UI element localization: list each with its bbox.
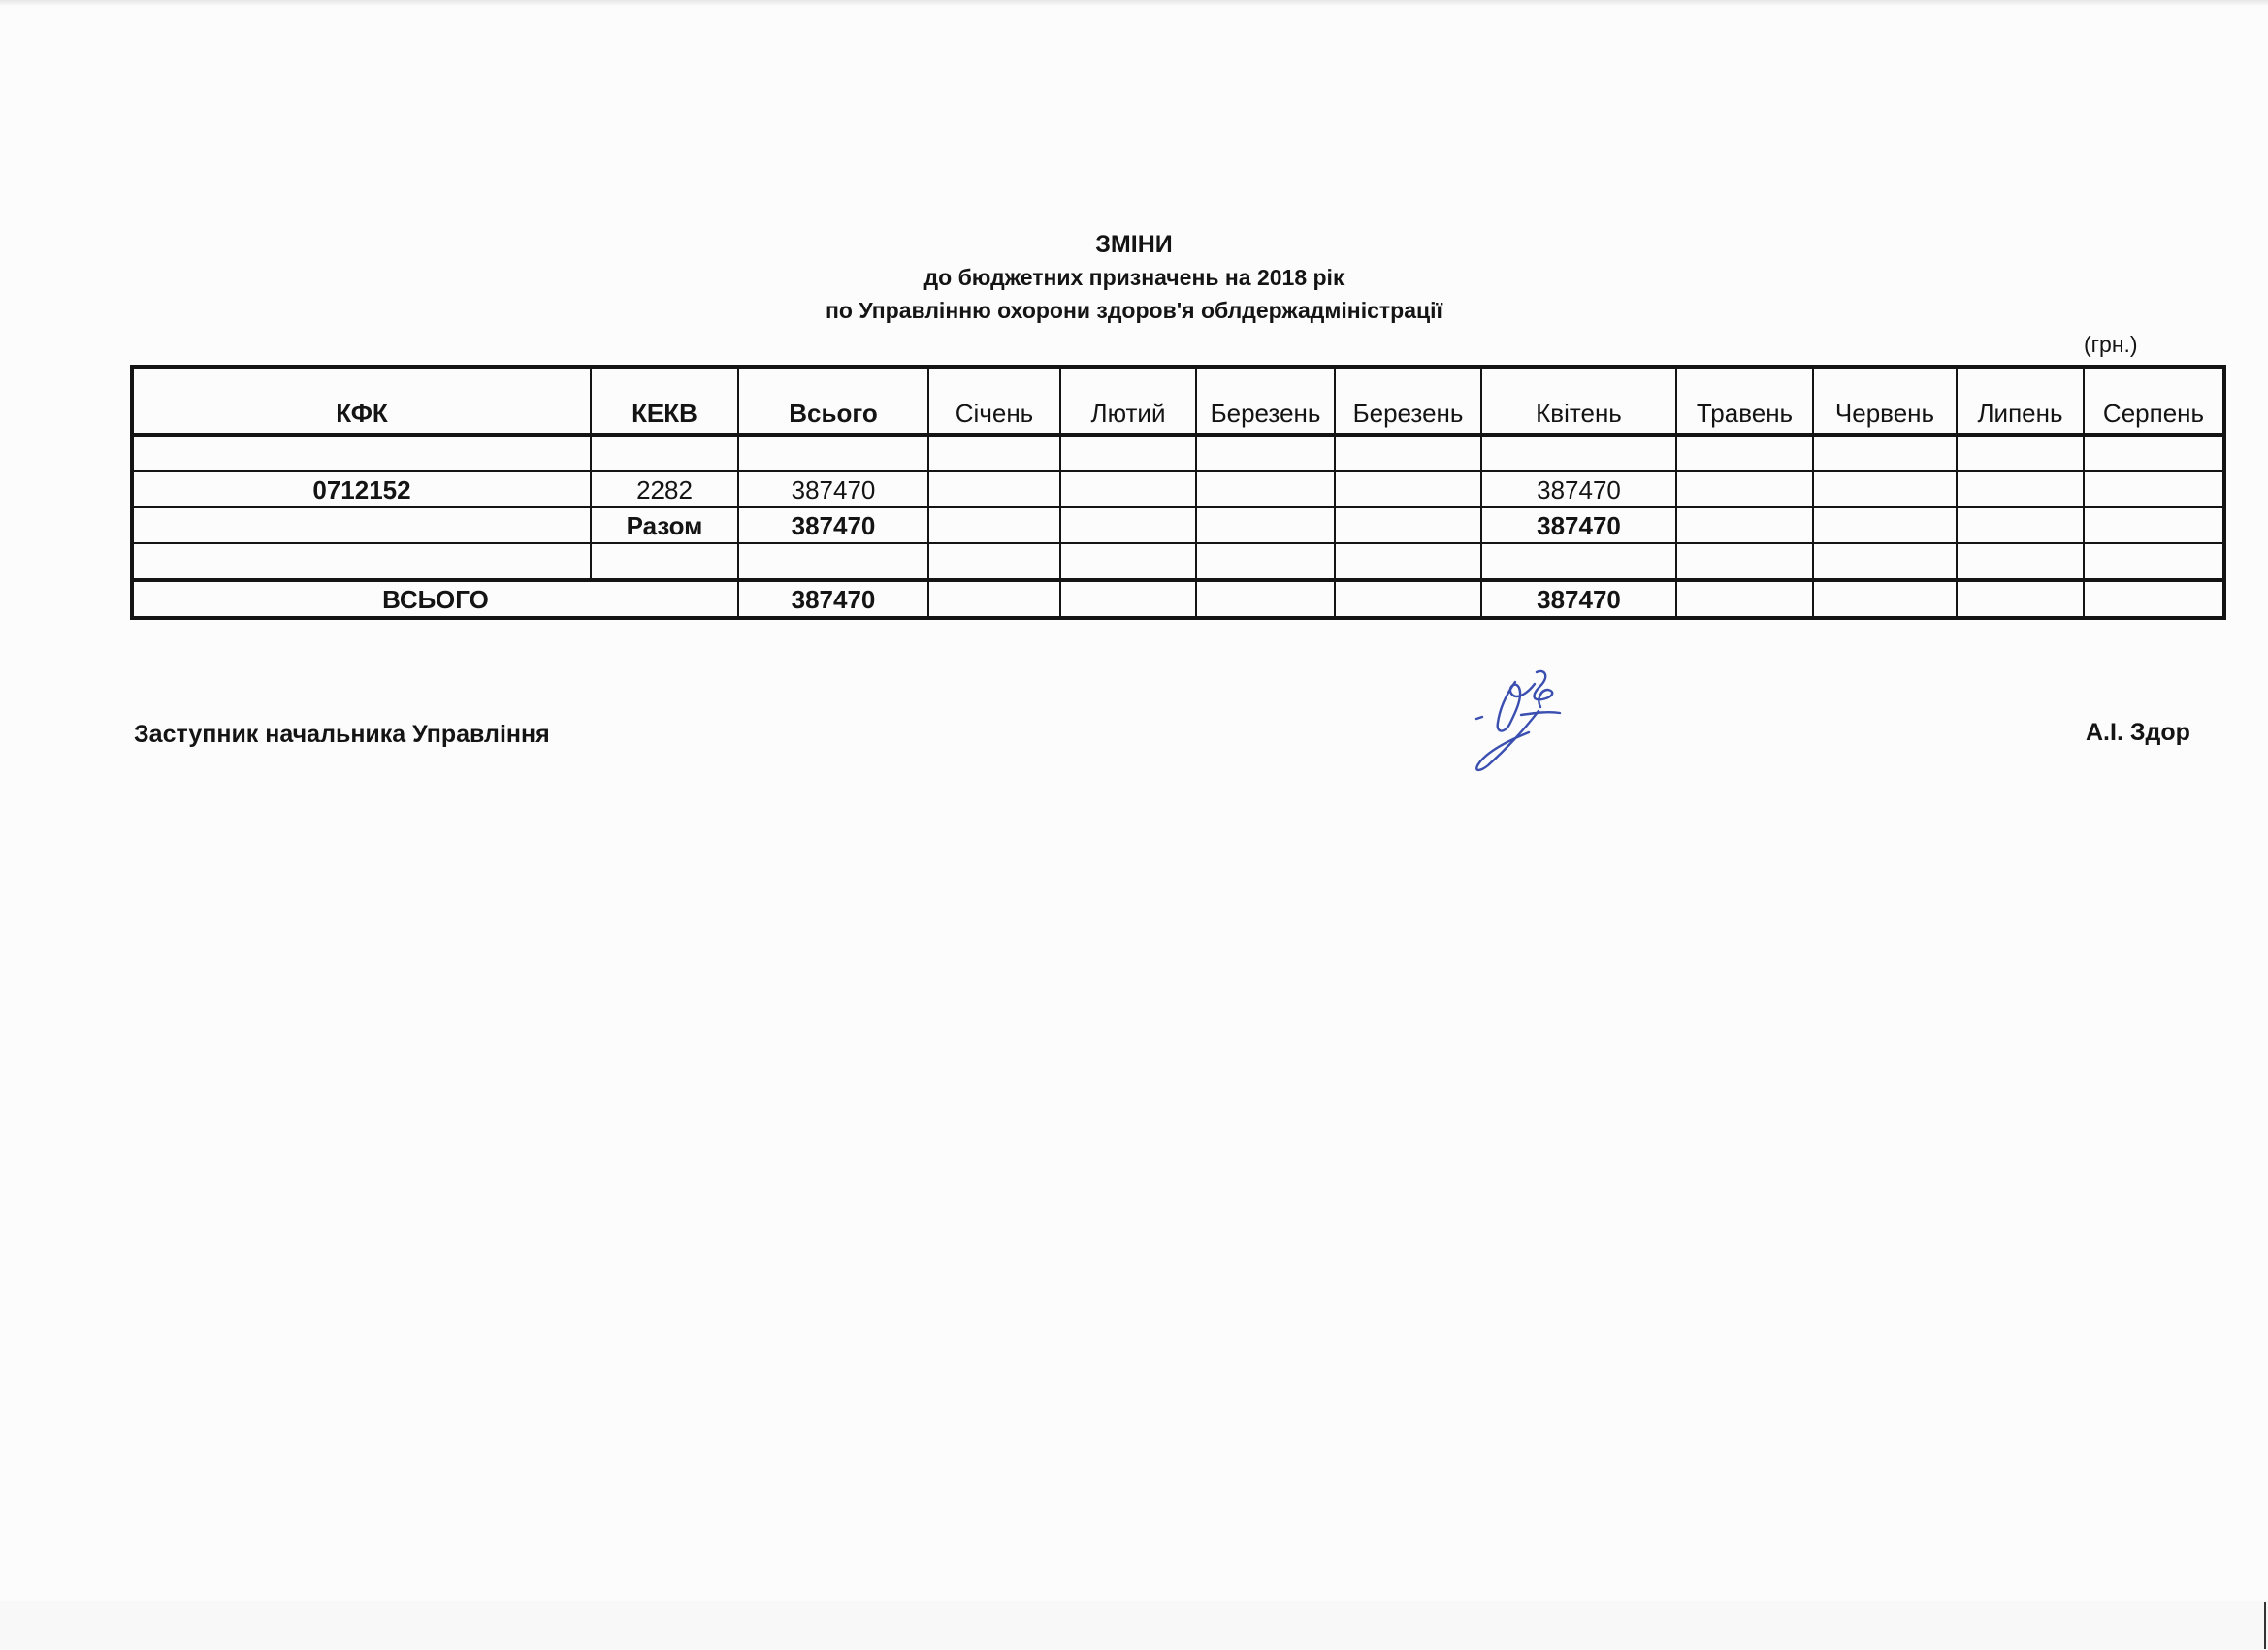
table-row-empty-bottom <box>132 543 2224 580</box>
header-month-june: Червень <box>1813 367 1957 435</box>
document-subtitle-department: по Управлінню охорони здоров'я облдержадміністрації <box>825 298 1442 323</box>
currency-unit-label: (грн.) <box>2084 332 2138 357</box>
header-month-march-duplicate: Березень <box>1335 367 1481 435</box>
table-header-row <box>132 367 2224 435</box>
cell-month-april: 387470 <box>1481 471 1676 507</box>
header-month-april: Квітень <box>1481 367 1676 435</box>
cell-total: 387470 <box>738 471 928 507</box>
cell-month <box>928 435 1060 471</box>
header-month-august: Серпень <box>2084 367 2224 435</box>
cell-month <box>1813 580 1957 618</box>
cell-subtotal-label: Разом <box>591 507 738 543</box>
cell-subtotal-april: 387470 <box>1481 507 1676 543</box>
cell-kfk <box>132 435 591 471</box>
cell-month <box>1335 507 1481 543</box>
scan-edge-top <box>0 0 2268 6</box>
cell-month <box>1196 543 1335 580</box>
cell-month <box>1957 507 2084 543</box>
cell-month <box>2084 580 2224 618</box>
cell-month <box>1481 543 1676 580</box>
cell-month <box>1060 471 1196 507</box>
cell-month <box>1481 435 1676 471</box>
cell-total <box>738 435 928 471</box>
cell-month <box>1196 471 1335 507</box>
cell-month <box>1813 435 1957 471</box>
cell-month <box>1957 543 2084 580</box>
table-row-empty-top <box>132 435 2224 471</box>
cell-month <box>1813 471 1957 507</box>
cell-month <box>1060 507 1196 543</box>
table-row-program <box>132 471 2224 507</box>
cell-month <box>928 543 1060 580</box>
cell-kekv-code: 2282 <box>591 471 738 507</box>
cell-month <box>928 471 1060 507</box>
header-month-march: Березень <box>1196 367 1335 435</box>
header-month-february: Лютий <box>1060 367 1196 435</box>
cell-month <box>1957 435 2084 471</box>
cell-month <box>1060 580 1196 618</box>
table-row-subtotal <box>132 507 2224 543</box>
cell-month <box>1335 435 1481 471</box>
cell-month <box>2084 435 2224 471</box>
cell-kfk <box>132 507 591 543</box>
cell-grand-total-label: ВСЬОГО <box>132 580 738 618</box>
header-kekv: КЕКВ <box>591 367 738 435</box>
header-month-may: Травень <box>1676 367 1813 435</box>
cell-month <box>1335 543 1481 580</box>
cell-subtotal-total: 387470 <box>738 507 928 543</box>
scan-edge-corner <box>2264 1602 2266 1649</box>
header-month-january: Січень <box>928 367 1060 435</box>
cell-kfk-code: 0712152 <box>132 471 591 507</box>
cell-kekv <box>591 543 738 580</box>
cell-kekv <box>591 435 738 471</box>
budget-changes-table <box>130 365 2226 620</box>
cell-month <box>1813 543 1957 580</box>
cell-month <box>2084 471 2224 507</box>
header-total: Всього <box>738 367 928 435</box>
table-row-grand-total <box>132 580 2224 618</box>
handwritten-signature <box>1455 655 1591 781</box>
cell-month <box>928 507 1060 543</box>
signatory-position: Заступник начальника Управління <box>134 721 550 748</box>
cell-month <box>1813 507 1957 543</box>
cell-month <box>928 580 1060 618</box>
cell-total <box>738 543 928 580</box>
cell-month <box>1957 471 2084 507</box>
cell-month <box>1676 507 1813 543</box>
cell-month <box>2084 507 2224 543</box>
header-month-july: Липень <box>1957 367 2084 435</box>
document-title: ЗМІНИ <box>1095 231 1173 258</box>
cell-month <box>1676 435 1813 471</box>
cell-month <box>1060 435 1196 471</box>
scan-edge-bottom <box>0 1601 2268 1650</box>
cell-month <box>1060 543 1196 580</box>
cell-month <box>2084 543 2224 580</box>
document-subtitle-year: до бюджетних призначень на 2018 рік <box>923 265 1345 290</box>
signature-strokes <box>1476 671 1560 770</box>
cell-month <box>1957 580 2084 618</box>
header-kfk: КФК <box>132 367 591 435</box>
cell-month <box>1676 580 1813 618</box>
signatory-name: А.І. Здор <box>2086 719 2190 746</box>
cell-month <box>1196 580 1335 618</box>
cell-month <box>1335 471 1481 507</box>
cell-month <box>1676 471 1813 507</box>
cell-month <box>1335 580 1481 618</box>
cell-month <box>1196 507 1335 543</box>
cell-kfk <box>132 543 591 580</box>
cell-grand-total: 387470 <box>738 580 928 618</box>
cell-month <box>1676 543 1813 580</box>
cell-grand-total-april: 387470 <box>1481 580 1676 618</box>
cell-month <box>1196 435 1335 471</box>
